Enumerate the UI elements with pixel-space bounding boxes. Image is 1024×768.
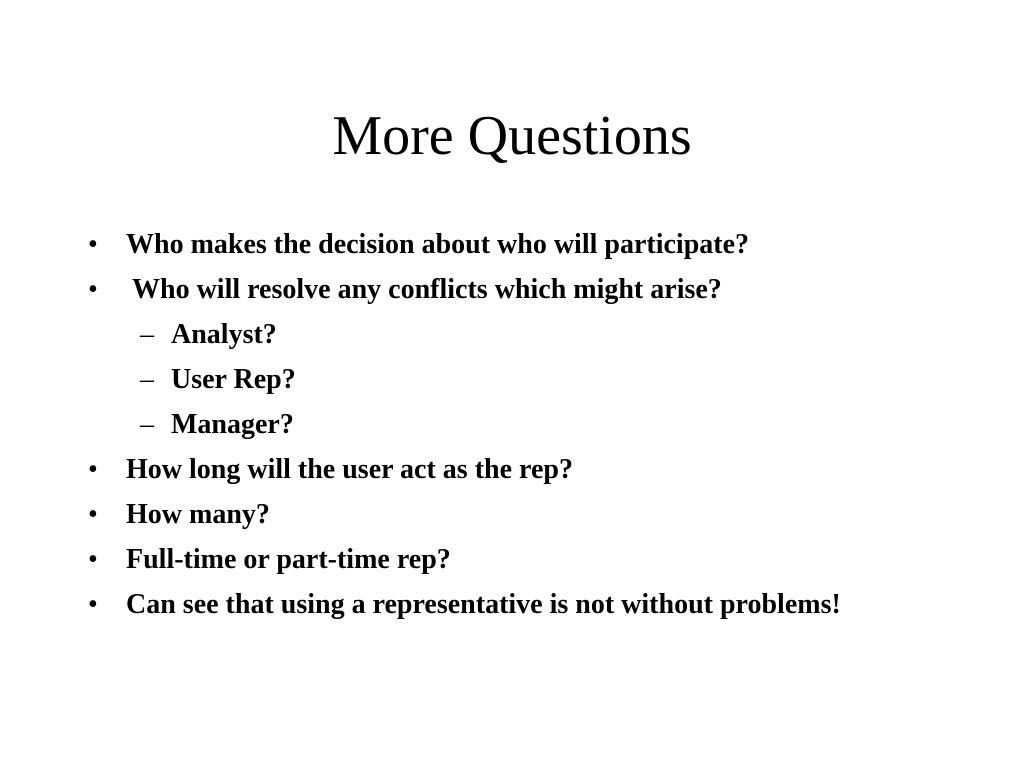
bullet-marker: • [88,274,98,305]
bullet-marker: • [88,499,98,530]
bullet-marker: • [88,589,98,620]
sub-list-item [0,363,871,397]
list-item-text: Full-time or part-time rep? [126,544,451,575]
list-item [0,543,866,577]
bullet-marker: • [88,229,98,260]
list-item-text: Can see that using a representative is not without problems! [126,589,841,620]
list-item-text: Who makes the decision about who will participate? [126,229,750,260]
sub-list-item [0,318,871,352]
list-item-text: How long will the user act as the rep? [126,454,573,485]
dash-marker: – [140,319,154,350]
bullet-marker: • [88,454,98,485]
list-item-text: Who will resolve any conflicts which might arise? [132,274,722,305]
list-item-text: How many? [126,499,270,530]
slide-title: More Questions [332,105,692,167]
list-item [0,273,866,307]
bullet-marker: • [88,544,98,575]
list-item [0,228,866,262]
dash-marker: – [140,364,154,395]
sub-list-item-text: Manager? [171,409,294,440]
list-item [0,588,866,622]
list-item [0,453,866,487]
bullet-list [0,228,1024,633]
sub-list-item-text: User Rep? [171,364,296,395]
dash-marker: – [140,409,154,440]
sub-list-item-text: Analyst? [171,319,277,350]
list-item [0,498,866,532]
sub-list-item [0,408,871,442]
